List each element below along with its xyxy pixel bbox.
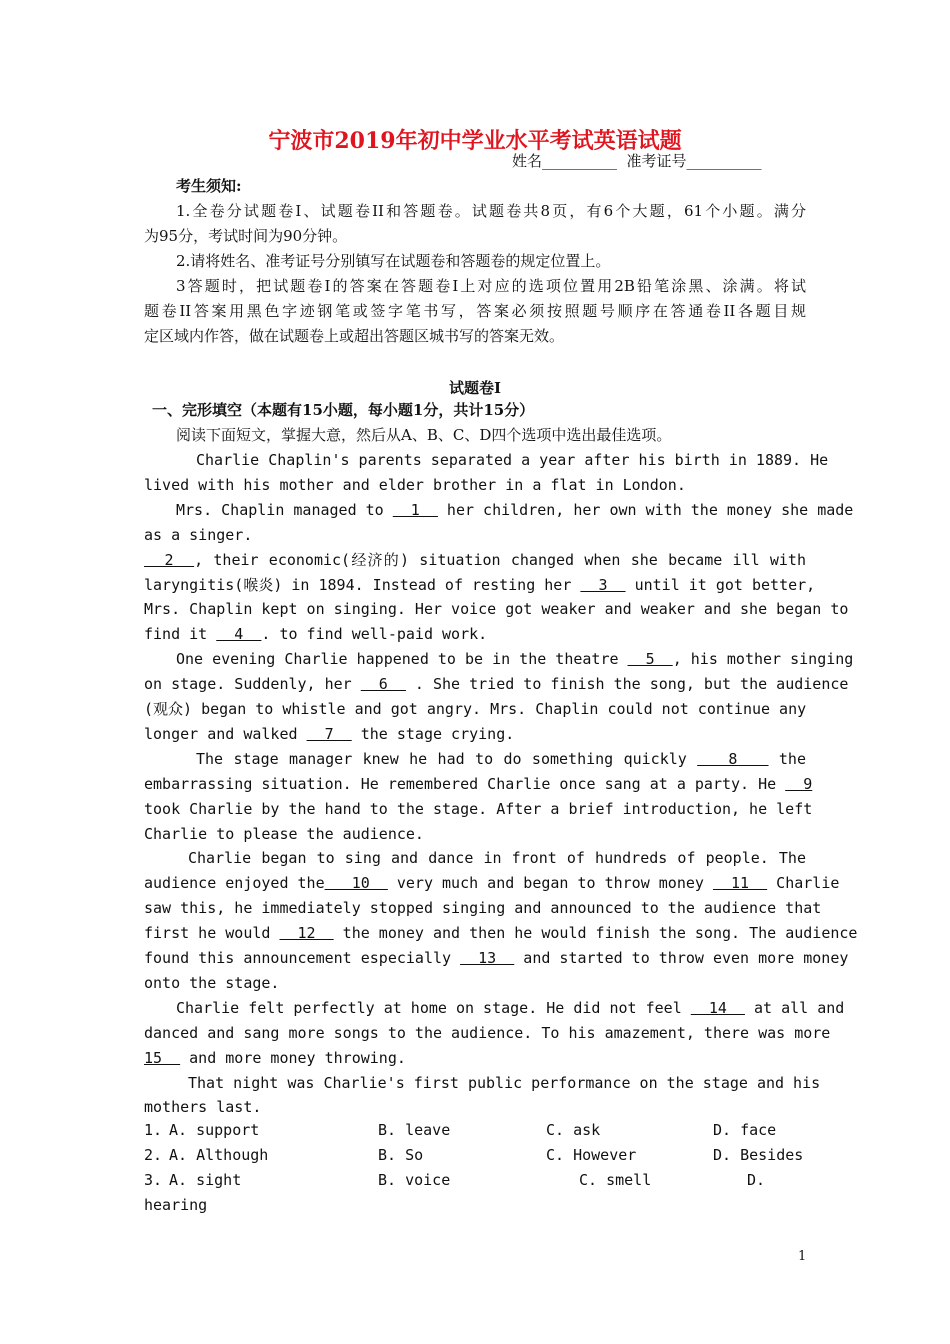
answer-blank: 12: [279, 924, 334, 943]
passage-line: [144, 498, 854, 523]
option-a: A. Although: [169, 1146, 269, 1164]
option-c: C. smell: [579, 1171, 652, 1189]
passage-line: [144, 846, 806, 871]
option-d: D.: [747, 1171, 766, 1189]
passage-line: [144, 473, 806, 498]
passage-text: the: [768, 749, 806, 768]
answer-blank: 5: [627, 650, 673, 669]
option-b: B. voice: [378, 1171, 451, 1189]
passage-text: , their economic(经济的) situation changed when she became ill with: [194, 550, 806, 569]
passage-text: danced and sang more songs to the audience. To his amazement, there was more: [144, 1023, 831, 1042]
passage-line: [144, 523, 806, 548]
section-label: 试题卷I: [448, 379, 502, 397]
passage-line: [144, 647, 854, 672]
option-b: B. So: [378, 1146, 424, 1164]
notice-line: 2.请将姓名、准考证号分别镇写在试题卷和答题卷的规定位置上。: [176, 252, 611, 270]
answer-blank: 3: [580, 575, 626, 594]
passage-text: the money and then he would finish the song. The audience: [333, 924, 858, 943]
page-number: 1: [798, 1249, 807, 1264]
passage-line: [144, 597, 849, 622]
exam-title: 宁波市2019年初中学业水平考试英语试题: [268, 128, 682, 154]
section-instruction: 阅读下面短文，掌握大意，然后从A、B、C、D四个选项中选出最佳选项。: [176, 426, 672, 444]
section-heading: 一、完形填空（本题有15小题，每小题1分，共计15分）: [152, 401, 535, 419]
answer-blank: 10: [324, 874, 388, 893]
passage-text: lived with his mother and elder brother in a flat in London.: [144, 475, 686, 494]
passage-text: onto the stage.: [144, 973, 280, 992]
passage-text: mothers last.: [144, 1098, 262, 1117]
passage-text: Mrs. Chaplin kept on singing. Her voice got weaker and weaker and she began to: [144, 600, 849, 619]
passage-line: [144, 971, 806, 996]
passage-line: [144, 448, 829, 473]
option-number: 1.: [144, 1121, 163, 1139]
passage-text: find it: [144, 625, 217, 644]
passage-text: took Charlie by the hand to the stage. After a brief introduction, he left: [144, 799, 813, 818]
passage-line: [144, 921, 858, 946]
passage-text: Charlie: [767, 874, 840, 893]
passage-line: [144, 797, 813, 822]
passage-text: and started to throw even more money: [514, 949, 849, 967]
passage-line: [144, 871, 840, 896]
passage-line: [144, 1071, 821, 1096]
passage-text: very much and began to throw money: [387, 874, 713, 893]
notice-line: 为95分，考试时间为90分钟。: [144, 227, 348, 245]
notice-line: 题卷II答案用黑色字迹钢笔或签字笔书写，答案必须按照题号顺序在答通卷II各题目规: [144, 302, 806, 320]
passage-text: embarrassing situation. He remembered Charlie once sang at a party. He: [144, 774, 786, 793]
passage-text: The stage manager knew he had to do something quickly: [196, 749, 698, 768]
option-number: 3.: [144, 1171, 163, 1189]
passage-line: [144, 622, 806, 647]
passage-line: [144, 772, 813, 797]
option-number: 2.: [144, 1146, 163, 1164]
passage-text: , his mother singing: [672, 650, 854, 669]
passage-line: [144, 573, 816, 598]
passage-line: [144, 697, 806, 722]
passage-line: [144, 548, 806, 573]
passage-line: [144, 822, 806, 847]
answer-blank: 15: [144, 1048, 181, 1067]
passage-text: until it got better,: [625, 575, 816, 594]
passage-text: (观众) began to whistle and got angry. Mrs. Chaplin could not continue any: [144, 700, 807, 718]
passage-line: [144, 672, 849, 697]
notice-heading: 考生须知:: [176, 177, 242, 195]
passage-text: as a singer.: [144, 525, 253, 544]
answer-blank: 11: [712, 874, 768, 893]
passage-line: [144, 747, 806, 772]
passage-text: audience enjoyed the: [144, 874, 325, 893]
passage-line: [144, 1095, 806, 1120]
notice-line: 定区域内作答，做在试题卷上或超出答题区城书写的答案无效。: [144, 327, 565, 345]
option-d-continued: hearing: [144, 1196, 208, 1214]
passage-text: found this announcement especially: [144, 949, 461, 967]
answer-blank: 4: [216, 625, 262, 644]
passage-text: her children, her own with the money she made: [437, 500, 854, 519]
passage-text: Charlie to please the audience.: [144, 824, 424, 843]
passage-text: That night was Charlie's first public performance on the stage and his: [188, 1073, 821, 1092]
option-d: D. Besides: [713, 1146, 804, 1164]
option-b: B. leave: [378, 1121, 451, 1139]
option-a: A. support: [169, 1121, 260, 1139]
passage-text: and more money throwing.: [180, 1048, 406, 1067]
option-d: D. face: [713, 1121, 777, 1139]
answer-blank: 2: [144, 550, 195, 569]
passage-line: [144, 946, 849, 971]
answer-blank: 6: [360, 675, 406, 694]
passage-text: at all and: [744, 998, 845, 1017]
passage-text: Charlie began to sing and dance in front of hundreds of people. The: [188, 849, 806, 868]
passage-text: laryngitis(喉炎) in 1894. Instead of resting her: [144, 575, 581, 594]
passage-line: [144, 1021, 831, 1046]
passage-text: Mrs. Chaplin managed to: [176, 500, 393, 519]
passage-text: . She tried to finish the song, but the audience: [405, 675, 849, 694]
passage-line: [144, 722, 806, 747]
notice-line: 3答题时，把试题卷I的答案在答题卷I上对应的选项位置用2B铅笔涂黑、涂满。将试: [176, 277, 806, 295]
passage-text: . to find well-paid work.: [261, 625, 488, 644]
passage-text: Charlie Chaplin's parents separated a year after his birth in 1889. He: [196, 451, 829, 469]
answer-blank: 13: [460, 949, 515, 967]
answer-blank: 9: [785, 774, 813, 793]
option-c: C. However: [546, 1146, 637, 1164]
passage-line: [144, 996, 845, 1021]
option-a: A. sight: [169, 1171, 242, 1189]
passage-text: One evening Charlie happened to be in the theatre: [176, 650, 628, 669]
option-c: C. ask: [546, 1121, 601, 1139]
passage-line: [144, 1046, 806, 1071]
passage-text: saw this, he immediately stopped singing and announced to the audience that: [144, 899, 822, 918]
passage-text: first he would: [144, 924, 280, 943]
answer-blank: 1: [392, 500, 438, 519]
passage-text: Charlie felt perfectly at home on stage. He did not feel: [176, 998, 691, 1017]
name-and-id-line: 姓名__________ 准考证号__________: [512, 152, 762, 170]
passage-line: [144, 896, 822, 921]
passage-text: the stage crying.: [351, 724, 515, 743]
passage-text: longer and walked: [144, 724, 307, 743]
answer-blank: 7: [306, 724, 352, 743]
passage-text: on stage. Suddenly, her: [144, 675, 361, 694]
answer-blank: 14: [690, 998, 745, 1017]
notice-line: 1.全卷分试题卷I、试题卷II和答题卷。试题卷共8页，有6个大题，61个小题。满分: [176, 202, 806, 220]
answer-blank: 8: [697, 749, 769, 768]
